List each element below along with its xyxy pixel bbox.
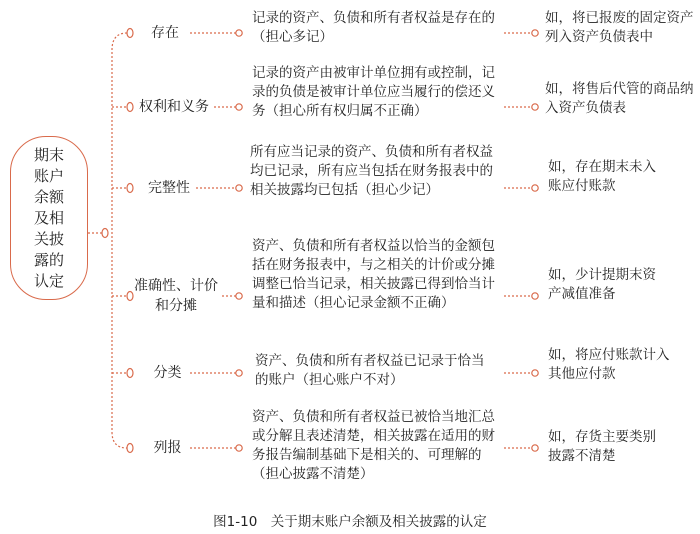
example-presentation: 如，存货主要类别披露不清楚	[548, 429, 656, 464]
example-node	[532, 185, 538, 191]
desc-node	[236, 104, 242, 110]
description-completeness: 所有应当记录的资产、负债和所有者权益均已记录，所有应当包括在财务报表中的相关披露均已包括（担心少记）	[250, 144, 493, 198]
branch-node	[127, 29, 133, 38]
category-classification: 分类	[153, 365, 182, 381]
example-classification: 如，将应付账款计入其他应付款	[548, 347, 670, 382]
desc-node	[236, 370, 242, 376]
description-accuracy-valuation: 资产、负债和所有者权益以恰当的金额包括在财务报表中，与之相关的计价或分摊调整已恰当记录，相关披露已得到恰当计量和描述（担心记录金额不正确）	[252, 238, 495, 311]
branch-node	[127, 184, 133, 193]
root-label: 期末账户余额及相关披露的认定	[33, 145, 64, 290]
trunk-line	[112, 33, 127, 448]
description-presentation: 资产、负债和所有者权益已被恰当地汇总或分解且表述清楚，相关披露在适用的财务报告编制基础下是相关的、可理解的（担心披露不清楚）	[252, 409, 495, 482]
category-accuracy-valuation: 准确性、计价和分摊	[134, 278, 218, 314]
trunk-node	[102, 229, 108, 238]
example-node	[532, 293, 538, 299]
desc-node	[236, 185, 242, 191]
example-completeness: 如，存在期末未入账应付账款	[548, 159, 656, 194]
figure-caption: 图1-10 关于期末账户余额及相关披露的认定	[213, 514, 487, 530]
example-accuracy-valuation: 如，少计提期末资产减值准备	[548, 267, 656, 302]
root-node	[10, 136, 88, 300]
description-existence: 记录的资产、负债和所有者权益是存在的（担心多记）	[252, 10, 495, 45]
category-rights-obligations: 权利和义务	[139, 99, 209, 115]
example-node	[532, 104, 538, 110]
category-completeness: 完整性	[148, 180, 190, 196]
example-node	[532, 370, 538, 376]
branch-node	[127, 444, 133, 453]
description-rights-obligations: 记录的资产由被审计单位拥有或控制，记录的负债是被审计单位应当履行的偿还义务（担心所有权归属不正确）	[252, 65, 495, 119]
example-node	[532, 30, 538, 36]
desc-node	[236, 30, 242, 36]
branch-node	[127, 369, 133, 378]
example-existence: 如，将已报废的固定资产列入资产负债表中	[545, 10, 694, 45]
example-node	[532, 445, 538, 451]
category-existence: 存在	[151, 25, 179, 41]
desc-node	[236, 445, 242, 451]
example-rights-obligations: 如，将售后代管的商品纳入资产负债表	[545, 81, 694, 116]
desc-node	[236, 293, 242, 299]
category-presentation: 列报	[153, 440, 182, 456]
description-classification: 资产、负债和所有者权益已记录于恰当的账户（担心账户不对）	[255, 353, 485, 388]
branch-node	[127, 103, 133, 112]
